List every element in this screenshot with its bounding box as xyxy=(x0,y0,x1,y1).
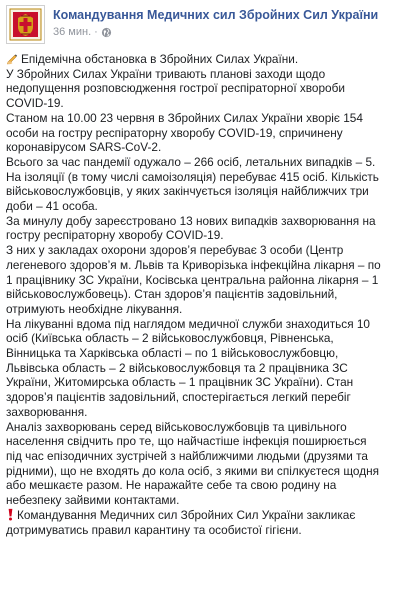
post-line: осіб (Київська область – 2 військовослужбовця, Рівненська, xyxy=(6,331,334,346)
post-line xyxy=(6,52,413,67)
meta-separator: · xyxy=(94,26,98,38)
post-line: захворювання. xyxy=(6,404,88,419)
post-line: під час епізодичних зустрічей з найближчими людьми (друзями та xyxy=(6,448,368,463)
post-line: рідними), що не входять до кола осіб, з якими ви спілкуєтеся щодня xyxy=(6,463,379,478)
post-line: отримують необхідне лікування. xyxy=(6,301,183,316)
post-line: або мешкаєте разом. Не наражайте себе та свою родину на xyxy=(6,478,337,493)
post-line: військовослужбовець). Стан здоров’я пацієнтів задовільний, xyxy=(6,287,338,302)
post-line: дотримуватись правил карантину та особистої гігієни. xyxy=(6,522,302,537)
post-line: COVID-19. xyxy=(6,96,64,111)
post-line: гостру респіраторну хворобу COVID-19. xyxy=(6,228,224,243)
post-line: недопущення розповсюдження гострої респіраторної хвороби xyxy=(6,81,345,96)
medical-forces-emblem-icon xyxy=(9,8,42,41)
post-line-text: Епідемічна обстановка в Збройних Силах України. xyxy=(21,52,299,66)
post-line: З них у закладах охорони здоров’я перебуває 3 особи (Центр xyxy=(6,243,344,258)
post-line: Всього за час пандемії одужало – 266 осіб, летальних випадків – 5. xyxy=(6,154,376,169)
post-line: 1 працівнику ЗС України, Косівська центральна районна лікарня – 1 xyxy=(6,272,379,287)
post-line: легеневого здоров’я м. Львів та Криворізька інфекційна лікарня – по xyxy=(6,257,381,272)
writing-hand-icon xyxy=(6,52,19,65)
post-line: доби – 41 особа. xyxy=(6,199,98,214)
post-line: Вінницька та Харківська області – по 1 військовослужбовцю, xyxy=(6,346,339,361)
post-line xyxy=(6,508,413,523)
post-line: здоров’я пацієнтів задовільний, спостерігається легкий перебіг xyxy=(6,390,351,405)
post-header xyxy=(6,5,413,45)
post-line: особи на гостру респіраторну хворобу COVID-19, спричинену xyxy=(6,125,343,140)
post-line: населення свідчить про те, що найчастіше інфекція поширюється xyxy=(6,434,367,449)
post-line: За минулу добу зареєстровано 13 нових випадків захворювання на xyxy=(6,213,376,228)
post-body xyxy=(6,52,413,537)
post-line: У Збройних Силах України тривають планові заходи щодо xyxy=(6,66,326,81)
post-line: На ізоляції (в тому числі самоізоляція) перебуває 415 осіб. Кількість xyxy=(6,169,379,184)
post-line: України, Житомирська область – 1 працівник ЗС України). Стан xyxy=(6,375,354,390)
page-avatar[interactable] xyxy=(6,5,45,44)
red-exclamation-icon xyxy=(6,508,15,521)
post-line: військовослужбовців, у яких закінчується ізоляція найближчих три xyxy=(6,184,369,199)
post-meta xyxy=(53,26,378,39)
globe-icon[interactable] xyxy=(101,27,112,38)
page-name-link[interactable]: Командування Медичних сил Збройних Сил України xyxy=(53,8,379,22)
post-line: коронавірусом SARS-CoV-2. xyxy=(6,140,162,155)
post-line: Станом на 10.00 23 червня в Збройних Силах України хворіє 154 xyxy=(6,110,363,125)
post-line-text: Командування Медичних сил Збройних Сил України закликає xyxy=(17,507,356,522)
post-line: Аналіз захворювань серед військовослужбовців та цивільного xyxy=(6,419,347,434)
post-line: На лікуванні вдома під наглядом медичної служби знаходиться 10 xyxy=(6,316,370,331)
post-timestamp[interactable]: 36 мин. xyxy=(53,26,92,38)
post-line: Львівська область – 2 військовослужбовця та 2 працівника ЗС xyxy=(6,360,348,375)
post-line: небезпеку зайвими контактами. xyxy=(6,493,180,508)
